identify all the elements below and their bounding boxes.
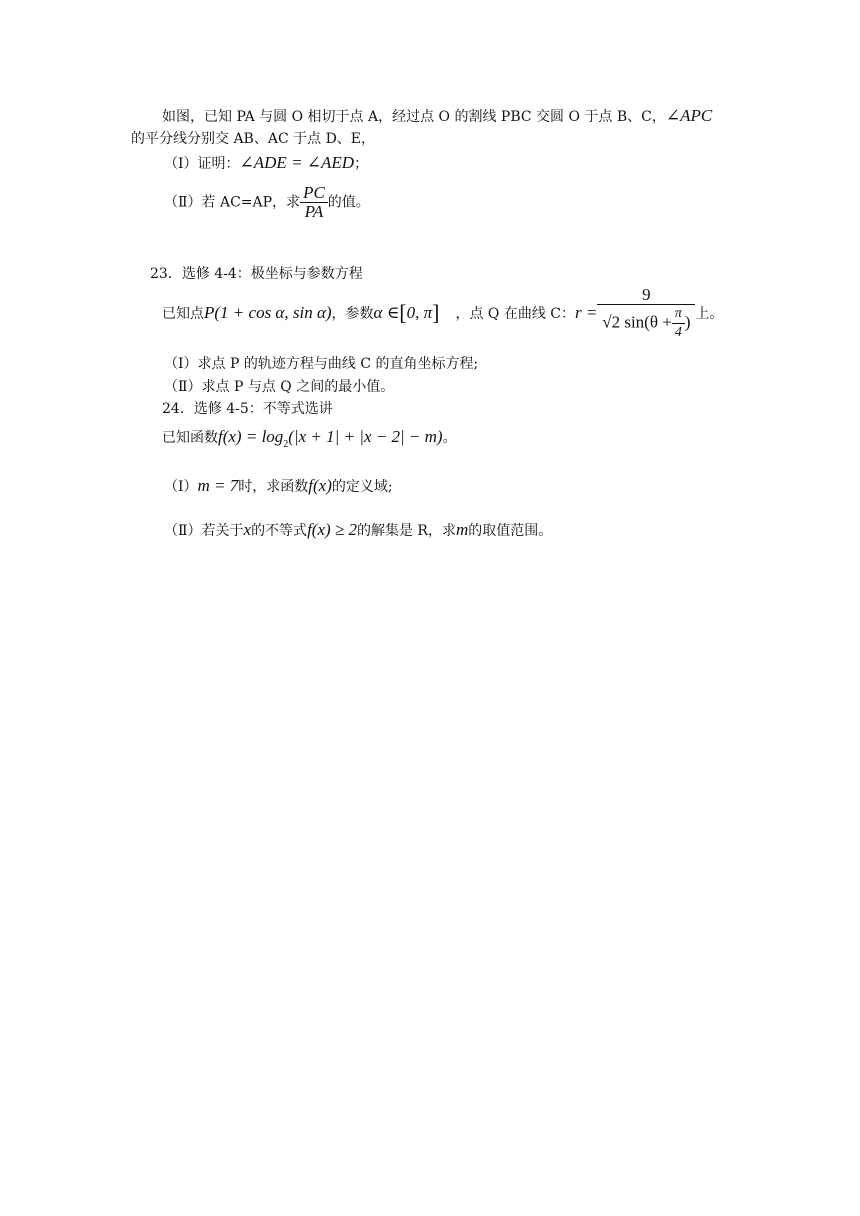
q24-stmt-a: 已知函数 (162, 430, 218, 446)
q24-stmt-end: 。 (442, 430, 457, 446)
q24-part-2 (164, 521, 552, 540)
function-definition (218, 427, 443, 450)
fx-argument: (|x + 1| + |x − 2| − m) (288, 427, 443, 446)
q24-part-1 (164, 477, 393, 496)
fx-log: f(x) = log (218, 427, 284, 446)
q24-part-2-b: 的不等式 (251, 523, 308, 539)
interval-right-bracket: ] (432, 300, 440, 325)
m-equals-7: m = 7 (197, 476, 239, 495)
q22-part-2-end: 的值。 (327, 194, 370, 211)
q22-part-1-end: ； (354, 156, 369, 172)
q23-part-1 (164, 355, 478, 373)
q23-part-2 (164, 378, 394, 396)
q23-stmt-c: ，点 Q 在曲线 C： (455, 306, 576, 322)
pi-denominator: 4 (672, 323, 685, 342)
inequality: f(x) ≥ 2 (307, 520, 357, 539)
q23-part-1-text: （Ⅰ）求点 P 的轨迹方程与曲线 C 的直角坐标方程; (164, 356, 479, 372)
curve-den-a: √2 sin(θ + (602, 312, 672, 332)
q22-intro-line-2 (131, 130, 375, 148)
angle-apc: ∠APC (665, 106, 713, 125)
fraction-denominator: PA (300, 202, 328, 221)
curve-den-b: ) (684, 312, 691, 332)
q24-part-1-label: （Ⅰ） (164, 479, 198, 495)
q22-part-1 (164, 154, 368, 173)
alpha-in: α ∈ (373, 303, 400, 322)
var-m: m (455, 520, 469, 539)
log-base: 2 (283, 439, 289, 450)
q22-part-2-label: （Ⅱ）若 AC=AP，求 (164, 194, 301, 211)
interval-values: 0, π (406, 303, 433, 322)
q24-part-2-end: 的取值范围。 (468, 523, 553, 539)
q23-part-2-text: （Ⅱ）求点 P 与点 Q 之间的最小值。 (164, 379, 395, 395)
point-p-expression: P(1 + cos α, sin α) (204, 303, 332, 322)
q24-title-text: 24．选修 4-5：不等式选讲 (162, 401, 333, 417)
q24-title (162, 400, 333, 418)
q23-stmt-a: 已知点 (162, 306, 204, 322)
q22-part-1-math: ∠ADE = ∠AED (239, 153, 355, 172)
q24-statement (162, 428, 457, 454)
q24-part-1-b: 时，求函数 (238, 479, 309, 495)
q22-part-2 (164, 184, 370, 221)
curve-denominator (597, 304, 695, 342)
q24-part-1-end: 的定义域; (331, 479, 393, 495)
curve-fraction (597, 286, 695, 342)
q24-part-2-label: （Ⅱ）若关于 (164, 523, 244, 539)
curve-numerator: 9 (642, 285, 651, 304)
curve-r: r = (575, 303, 598, 322)
q22-intro-text-2: 的平分线分别交 AB、AC 于点 D、E， (131, 131, 376, 147)
var-x: x (243, 520, 252, 539)
interval-left-bracket: [ (399, 300, 407, 325)
q23-stmt-d: 上。 (695, 306, 724, 322)
pi-numerator: π (674, 306, 682, 321)
fx-ref: f(x) (308, 476, 332, 495)
pc-over-pa-fraction (300, 184, 328, 221)
q22-part-1-label: （Ⅰ）证明： (164, 156, 240, 172)
q23-title-text: 23．选修 4-4：极坐标与参数方程 (150, 266, 363, 282)
q23-title (150, 265, 363, 283)
q23-stmt-b: ，参数 (331, 306, 374, 322)
fraction-numerator: PC (303, 183, 325, 202)
q22-intro-line-1 (162, 107, 712, 126)
q23-statement (162, 286, 723, 342)
q24-part-2-c: 的解集是 R，求 (356, 523, 456, 539)
pi-over-4 (672, 305, 685, 342)
q22-intro-text: 如图，已知 PA 与圆 O 相切于点 A，经过点 O 的割线 PBC 交圆 O 于点 B、C， (162, 109, 666, 125)
